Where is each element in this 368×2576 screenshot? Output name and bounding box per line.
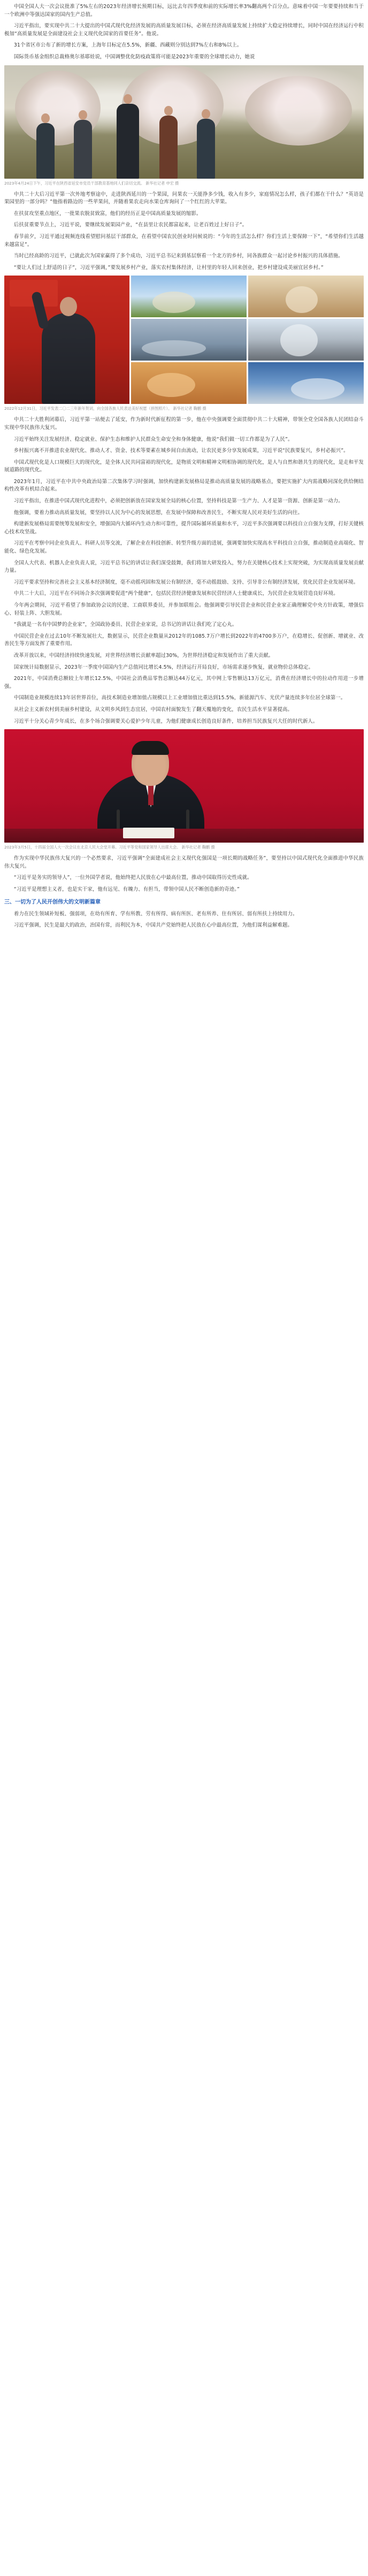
paragraph: 习近平始终关注发展经济、稳定就业、保护生态和维护人民群众生命安全和身体健康，他说“我们做一切工作都是为了人民”。 bbox=[13, 436, 293, 442]
person-figure bbox=[197, 119, 215, 179]
collage-tile bbox=[248, 319, 364, 361]
collage-tile bbox=[131, 362, 247, 404]
paragraph: 春节前夕，习近平通过视频连线看望慰问基层干部群众，在看望中国农民创业时问候说的：“今年的生活怎么样？你们生活上要保障一下”，“希望你们生活越来越富足”。 bbox=[4, 233, 364, 248]
paragraph: 国家统计局数据显示，2023年一季度中国国内生产总值同比增长4.5%，经济运行开局良好，市场需求逐步恢复，就业物价总体稳定。 bbox=[13, 664, 313, 670]
paragraph: “我就是一名有中国梦的企业家”，全国政协委员、民营企业家说，总书记的讲话让我们吃了定心丸。 bbox=[13, 622, 237, 628]
paragraph: 31个省区市公布了新的增长方案，上海年目标定在5.5%，新疆、西藏则分别达到7%左右和8%以上。 bbox=[13, 42, 242, 49]
desk-shape bbox=[4, 829, 364, 843]
paragraph: 习近平要求坚持和完善社会主义基本经济制度，毫不动摇巩固和发展公有制经济，毫不动摇鼓励、支持、引导非公有制经济发展，优化民营企业发展环境。 bbox=[13, 579, 359, 585]
nameplate bbox=[123, 828, 174, 838]
paragraph: 后扶贫重要节点上，习近平说，要继续发展果园产业，“在县里让农民都富起来，让老百姓过上好日子”。 bbox=[13, 222, 248, 228]
article bbox=[0, 0, 368, 930]
paragraph: 中国全国人大一次会议批准了5%左右的2023年经济增长预期目标，远比去年四季度和前的实际增长率3%翻高两个百分点。意味着中国一年要要持续和当于一个欧洲中等强达国家的国内生产总值。 bbox=[4, 4, 364, 18]
paragraph: “习近平是理想主义者，也是实干家，他有远见、有魄力、有担当，带领中国人民不断创造新的奇迹。” bbox=[13, 886, 240, 892]
collage-tile bbox=[131, 276, 247, 317]
paragraph: 构建新发展格局需要统筹发展和安全，增强国内大循环内生动力和可靠性，提升国际循环质量和水平，习近平多次强调要以科技自立自强为支撑，打好关键核心技术攻坚战。 bbox=[4, 521, 364, 535]
speaker-hair bbox=[132, 741, 169, 755]
paragraph: 中共二十大后，习近平在不同场合多次强调要促进“两个健康”，包括民营经济健康发展和民营经济人士健康成长，为民营企业发展营造良好环境。 bbox=[13, 591, 339, 597]
microphone-icon bbox=[186, 809, 189, 831]
photo-caption: 2023年3月5日，十四届全国人大一次会议在北京人民大会堂开幕。习近平等党和国家领导人出席大会。 新华社记者 鞠鹏 摄 bbox=[4, 845, 215, 850]
paragraph: 今年两会期间，习近平看望了参加政协会议的民建、工商联界委员，并参加联组会。他强调要引导民营企业和民营企业家正确理解党中央方针政策，增强信心、轻装上阵、大胆发展。 bbox=[4, 602, 364, 616]
paragraph: 中共二十大胜利闭幕后，习近平第一站便去了延安，作为新时代新征程的第一步，他在中央强调要全面贯彻中共二十大精神，带领全党全国各族人民团结奋斗实现中华民族伟大复兴。 bbox=[4, 417, 364, 431]
paragraph: 中国民营企业在过去10年不断发展壮大，数据显示，民营企业数量从2012年的1085.7万户增长到2022年的4700多万户，在稳增长、促创新、增就业、改善民生等方面发挥了重要作用。 bbox=[4, 633, 364, 647]
photo-caption: 2023年4月24日下午，习近平在陕西省延安市党员干部教育基地同人们亲切交流。 新华社记者 申宏 摄 bbox=[4, 180, 179, 186]
paragraph: 当时已经高龄的习近平，已就此次为国家赢得了多个成功，习近平总书记来到基层察看一个北方的乡村，同各族群众一起讨论乡村振兴的具体措施。 bbox=[13, 253, 343, 259]
collage-tile bbox=[248, 362, 364, 404]
photo-caption: 2022年12月31日，习近平发表二〇二三年新年贺词，向全国各族人民表达美好祝愿（拼图照片）。 新华社记者 鞠鹏 摄 bbox=[4, 406, 206, 411]
paragraph: 习近平指出，在推进中国式现代化进程中，必须把创新放在国家发展全局的核心位置，坚持科技是第一生产力、人才是第一资源、创新是第一动力。 bbox=[13, 498, 343, 505]
paragraph: “要让人们过上舒适的日子”，习近平强调，”要发展乡村产业，落实农村集体经济，让村里的年轻人回来创业，把乡村建设成美丽宜居乡村。” bbox=[13, 264, 324, 271]
collage-tile-main bbox=[4, 276, 129, 404]
paragraph: 在扶贫攻坚重点地区，一批果农脱贫致富，他们的经历正是中国高质量发展的缩影。 bbox=[13, 210, 202, 217]
person-figure bbox=[159, 116, 178, 179]
paragraph: 中国制造业规模连续13年居世界首位，高技术制造业增加值占规模以上工业增加值比重达到15.5%，新能源汽车、光伏产量连续多年位居全球第一。 bbox=[13, 695, 346, 701]
paragraph: 着力在民生领域补短板、强弱项，在幼有所育、学有所教、劳有所得、病有所医、老有所养、住有所居、弱有所扶上持续用力。 bbox=[13, 911, 298, 917]
paragraph: 乡村振兴离不开推进农业现代化、推动人才、资金、技术等要素在城乡间自由流动，让农民更多分享发展成果，习近平说“民族要复兴，乡村必振兴”。 bbox=[13, 448, 349, 454]
paragraph: 改革开放以来，中国经济持续快速发展，对世界经济增长贡献率超过30%，为世界经济稳定和发展作出了重大贡献。 bbox=[13, 652, 274, 659]
tree-shape bbox=[245, 76, 352, 146]
person-figure bbox=[117, 104, 139, 179]
portrait-photo bbox=[4, 729, 364, 843]
collage-tile bbox=[131, 319, 247, 361]
paragraph: 习近平在考察中同企业负责人、科研人员等交流，了解企业在科技创新、转型升级方面的进展，强调要加快实现高水平科技自立自强，推动制造业高端化、智能化、绿色化发展。 bbox=[4, 540, 364, 555]
paragraph: 中共二十大后习近平第一次外地考察途中，走进陕西延川的一个果园，问果农一天能挣多少钱，收入有多少，家庭情况怎么样，孩子们都在干什么？“英语是果园里的一部分吗？”他指着路边的一些苹果问，并随着果农走向水果仓库询问了一个红红的大苹果。 bbox=[4, 191, 364, 205]
orchard-photo bbox=[4, 65, 364, 179]
paragraph: 习近平指出，要实现中共二十大提出的中国式现代化经济发展的高质量发展目标，必须在经济高质量发展上持续扩大稳定持续增长，同时中国在经济运行中积极加“高质量发展是全面建设社会主义现代化国家的首要任务”。他说。 bbox=[4, 23, 364, 37]
paragraph: 习近平强调，民生是最大的政治，治国有常，而利民为本，中国共产党始终把人民放在心中最高位置，为他们谋利益解难题。 bbox=[13, 922, 293, 929]
person-figure bbox=[36, 123, 55, 179]
paragraph: 习近平十分关心青少年成长，在多个场合强调要关心爱护少年儿童，为他们健康成长创造良好条件，培养担当民族复兴大任的时代新人。 bbox=[13, 718, 318, 724]
person-figure bbox=[74, 120, 92, 179]
paragraph: 国际货币基金组织总裁格奥尔基耶娃说，中国调整优化防疫政策将可能是2023年重要的全球增长动力，她说 bbox=[13, 53, 255, 60]
paragraph: 全国人大代表、机器人企业负责人说，习近平总书记的讲话让我们深受鼓舞，我们将加大研发投入，努力在关键核心技术上实现突破，为实现高质量发展贡献力量。 bbox=[4, 560, 364, 574]
microphone-icon bbox=[117, 809, 120, 831]
collage-photo bbox=[4, 276, 364, 404]
collage-tile bbox=[248, 276, 364, 317]
paragraph: 从社会主义新农村到美丽乡村建设，从文明乡风到生态宜居，中国农村面貌发生了翻天覆地的变化，农民生活水平显著提高。 bbox=[13, 706, 293, 713]
paragraph: 他强调，要着力推动高质量发展，要坚持以人民为中心的发展思想，在发展中保障和改善民生，不断实现人民对美好生活的向往。 bbox=[13, 509, 303, 516]
paragraph: “习近平是务实的领导人”，一位外国学者说，他始终把人民放在心中最高位置，推动中国取得历史性成就。 bbox=[13, 875, 252, 881]
paragraph: 2023年1月，习近平在中共中央政治局第二次集体学习时强调，加快构建新发展格局是推动高质量发展的战略基点，要把实施扩大内需战略同深化供给侧结构性改革有机结合起来。 bbox=[4, 478, 364, 493]
section-heading: 三、一切为了人民开创伟大的文明新篇章 bbox=[4, 899, 101, 905]
paragraph: 2021年，中国消费总额较上年增长12.5%，中国社会消费品零售总额达44万亿元，其中网上零售额达13万亿元，消费在经济增长中的拉动作用进一步增强。 bbox=[4, 676, 364, 690]
paragraph: 中国式现代化是人口规模巨大的现代化，是全体人民共同富裕的现代化，是物质文明和精神文明相协调的现代化，是人与自然和谐共生的现代化，是走和平发展道路的现代化。 bbox=[4, 459, 364, 473]
paragraph: 作为实现中华民族伟大复兴的一个必然要求，习近平强调“全面建成社会主义现代化强国是一项长期的战略任务”，要坚持以中国式现代化全面推进中华民族伟大复兴。 bbox=[4, 855, 364, 869]
